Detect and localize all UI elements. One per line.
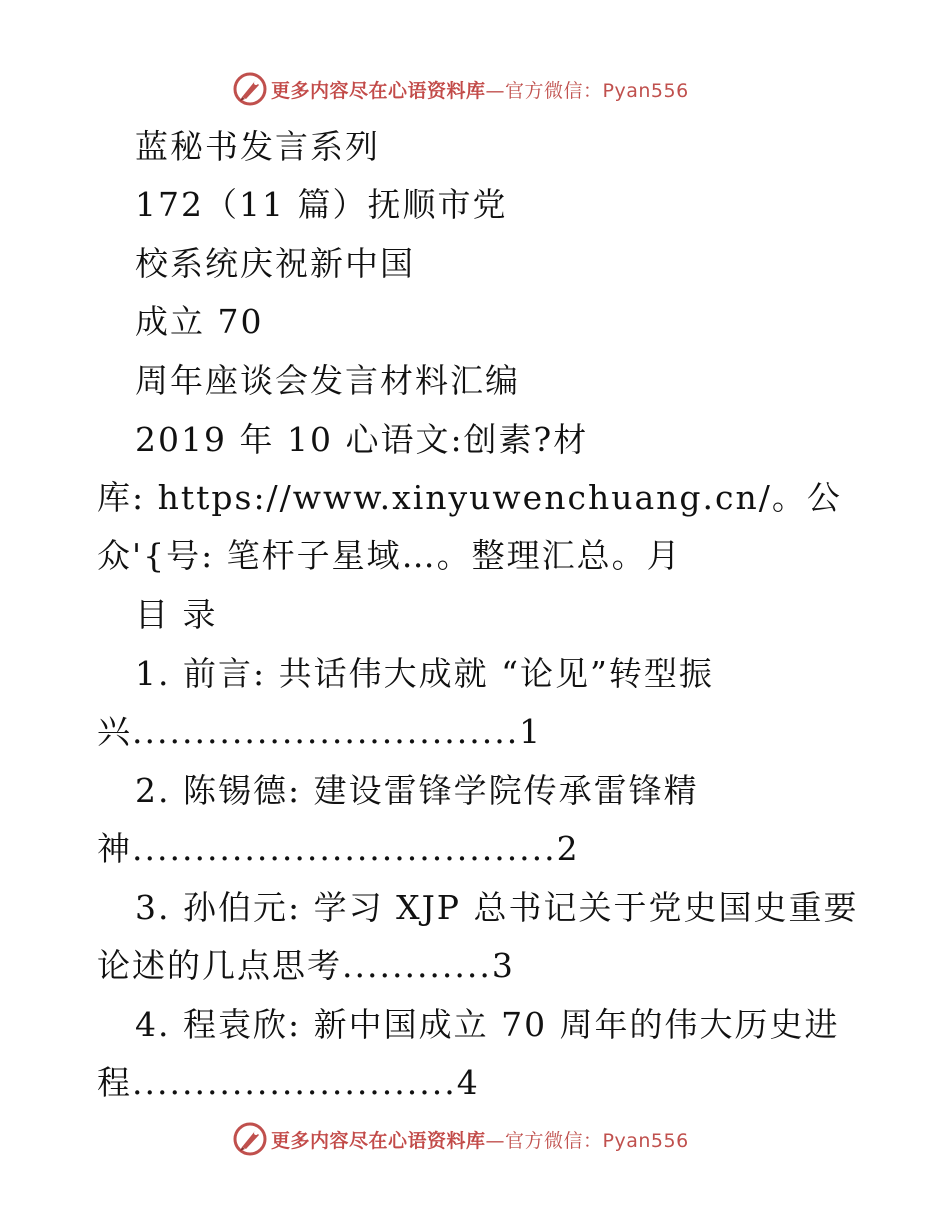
header-watermark-banner xyxy=(0,70,950,110)
doc-source-line-2: 众'{号: 笔杆子星域…。整理汇总。月 xyxy=(97,536,682,575)
toc-item-3-cont: 论述的几点思考............3 xyxy=(97,946,515,985)
toc-item-4-cont: 程..........................4 xyxy=(97,1063,480,1102)
toc-item-1-cont: 兴...............................1 xyxy=(97,712,543,751)
pen-logo-icon xyxy=(233,1122,267,1156)
toc-item-1: 1. 前言: 共话伟大成就 “论见”转型振 xyxy=(135,654,714,693)
toc-item-4: 4. 程袁欣: 新中国成立 70 周年的伟大历史进 xyxy=(135,1005,840,1044)
banner-separator: — xyxy=(485,79,506,102)
toc-item-3: 3. 孙伯元: 学习 XJP 总书记关于党史国史重要 xyxy=(135,888,859,927)
banner-wechat-label: 官方微信： xyxy=(505,79,603,102)
pen-logo-icon xyxy=(233,72,267,106)
banner-main-text: 更多内容尽在心语资料库 xyxy=(271,79,486,102)
doc-title-line-4: 周年座谈会发言材料汇编 xyxy=(135,361,520,400)
doc-source-line-1: 库: https://www.xinyuwenchuang.cn/。公 xyxy=(97,478,842,517)
banner-wechat-id: Pyan556 xyxy=(602,79,689,102)
toc-item-2: 2. 陈锡德: 建设雷锋学院传承雷锋精 xyxy=(135,771,699,810)
toc-item-2-cont: 神..................................2 xyxy=(97,829,580,868)
doc-title-line-2: 校系统庆祝新中国 xyxy=(135,244,415,283)
doc-date-line: 2019 年 10 心语文:创素?材 xyxy=(135,420,589,459)
banner-wechat-label: 官方微信： xyxy=(505,1129,603,1152)
footer-watermark-banner xyxy=(0,1120,950,1160)
banner-main-text: 更多内容尽在心语资料库 xyxy=(271,1129,486,1152)
doc-title-line-1: 172（11 篇）抚顺市党 xyxy=(135,185,508,224)
doc-series-title: 蓝秘书发言系列 xyxy=(135,127,380,166)
doc-title-line-3: 成立 70 xyxy=(135,302,264,341)
banner-separator: — xyxy=(485,1129,506,1152)
toc-heading: 目 录 xyxy=(135,595,218,634)
banner-wechat-id: Pyan556 xyxy=(602,1129,689,1152)
